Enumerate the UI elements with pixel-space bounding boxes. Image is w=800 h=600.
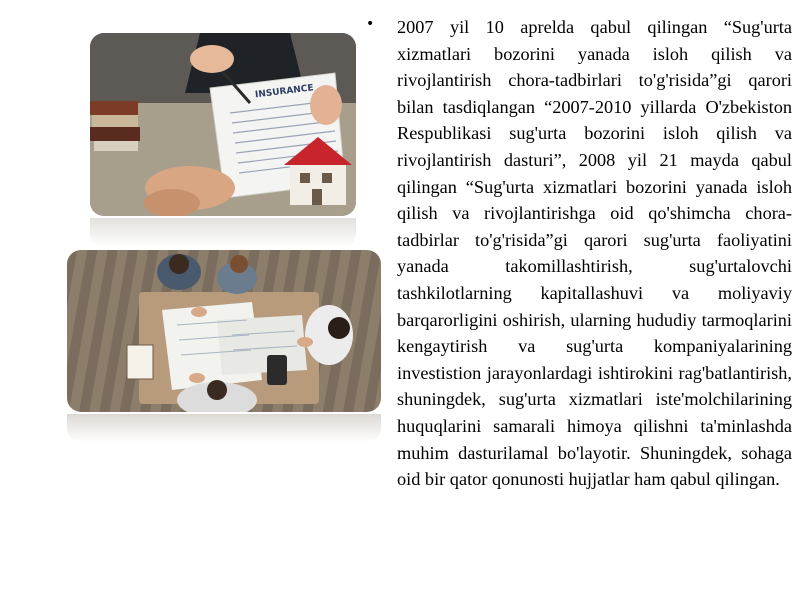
hand	[310, 85, 342, 125]
person-head	[230, 255, 248, 273]
phone	[267, 355, 287, 385]
toy-house-window	[300, 173, 310, 183]
person-head	[207, 380, 227, 400]
toy-house-window	[322, 173, 332, 183]
text-block	[366, 14, 792, 493]
team-meeting-illustration	[67, 250, 381, 412]
bullet-point: •	[366, 16, 375, 32]
hand	[191, 307, 207, 317]
paper-sheet	[217, 315, 307, 375]
book	[94, 141, 138, 151]
body-paragraph: 2007 yil 10 aprelda qabul qilingan “Sug'urta xizmatlari bozorini yanada isloh qilish va rivojlantirish chora-tadbirlari to'g'risida”gi qarori bilan tasdiqlangan “2007-2010 yillarda O'zbekiston Respublikasi sug'urta bozorini isloh qilish va rivojlantirish dasturi”, 2008 yil 21 mayda qabul qilingan “Sug'urta xizmatlari bozorini yanada isloh qilish va rivojlantirishga oid qo'shimcha chora-tadbirlar to'g'risida”gi qarori sug'urta faoliyatini yanada takomillashtirish, sug'urtalovchi tashkilotlarning kapitallashuvi va moliyaviy barqarorligini oshirish, ularning hududiy tarmoqlarini kengaytirish va sug'urta kompaniyalarining investistion jarayonlardagi ishtirokini rag'batlantirish, shuningdek, sug'urta xizmatlari iste'molchilarining huquqlarini samarali himoya qilishni ta'minlashda muhim dasturilamal bo'layotir. Shuningdek, sohaga oid bir qator qonunosti hujjatlar ham qabul qilingan.	[397, 17, 792, 490]
toy-house-door	[312, 189, 322, 205]
person-head	[169, 254, 189, 274]
hand	[190, 45, 234, 73]
insurance-contract-photo-reflection	[90, 218, 356, 248]
team-meeting-photo-reflection	[67, 414, 381, 442]
notebook	[127, 345, 153, 379]
person-head	[328, 317, 350, 339]
book	[92, 115, 138, 127]
clasped-hands	[144, 189, 200, 216]
team-meeting-photo	[67, 250, 381, 412]
insurance-contract-photo	[90, 33, 356, 216]
document-title: INSURANCE	[254, 83, 315, 101]
book	[90, 101, 138, 115]
hand	[297, 337, 313, 347]
hand	[189, 373, 205, 383]
book	[90, 127, 140, 141]
insurance-contract-illustration	[90, 33, 356, 216]
